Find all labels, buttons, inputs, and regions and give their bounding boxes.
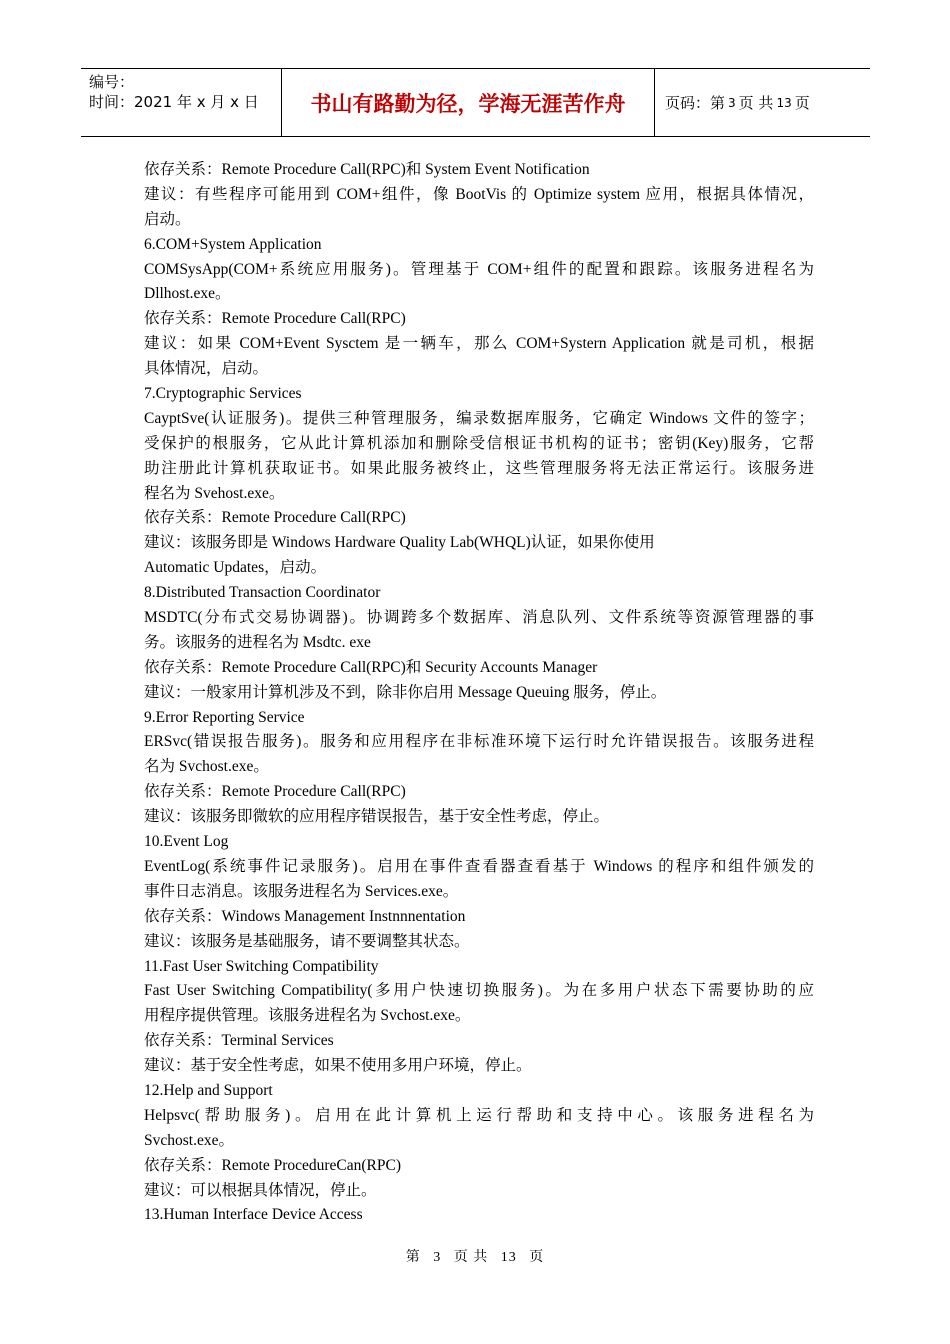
- section-heading: 10.Event Log: [144, 833, 229, 851]
- text-line: 依存关系：Remote Procedure Call(RPC)和 Security Accounts Manager: [144, 658, 598, 676]
- text-line: 建议：如果 COM+Event Sysctem 是一辆车，那么 COM+Systern Application 就是司机，根据: [144, 335, 814, 353]
- footer-suffix: 页: [529, 1250, 545, 1265]
- text-line: 依存关系：Remote ProcedureCan(RPC): [144, 1156, 402, 1174]
- text-line: 建议：一般家用计算机涉及不到，除非你启用 Message Queuing 服务，停止。: [144, 683, 667, 701]
- text-line: 依存关系：Remote Procedure Call(RPC): [144, 783, 406, 801]
- text-line: 依存关系：Windows Management Instnnnentation: [144, 907, 466, 925]
- footer-prefix: 第: [405, 1250, 421, 1265]
- text-line: 建议：该服务即是 Windows Hardware Quality Lab(WHQL)认证，如果你使用: [144, 534, 655, 552]
- text-line: Helpsvc(帮助服务)。启用在此计算机上运行帮助和支持中心。该服务进程名为: [144, 1106, 814, 1124]
- text-line: 建议：基于安全性考虑，如果不使用多用户环境，停止。: [144, 1057, 532, 1075]
- section-heading: 11.Fast User Switching Compatibility: [144, 957, 379, 975]
- text-line: 务。该服务的进程名为 Msdtc. exe: [144, 633, 371, 651]
- header-page-mid: 页 共: [738, 94, 774, 112]
- page-header: [81, 68, 870, 137]
- text-line: Dllhost.exe。: [144, 285, 231, 303]
- header-page-current: 3: [728, 95, 736, 110]
- document-time-label: 时间：2021 年 x 月 x 日: [89, 93, 259, 111]
- section-heading: 12.Help and Support: [144, 1081, 273, 1099]
- text-line: COMSysApp(COM+系统应用服务)。管理基于 COM+组件的配置和跟踪。该服务进程名为: [144, 260, 814, 278]
- text-line: 依存关系：Remote Procedure Call(RPC)和 System Event Notification: [144, 161, 590, 178]
- text-line: 建议：可以根据具体情况，停止。: [144, 1181, 377, 1199]
- text-line: CayptSve(认证服务)。提供三种管理服务，编录数据库服务，它确定 Windows 文件的签字；: [144, 409, 814, 427]
- text-line: ERSvc(错误报告服务)。服务和应用程序在非标准环境下运行时允许错误报告。该服务进程: [144, 733, 814, 751]
- text-line: 受保护的根服务，它从此计算机添加和删除受信根证书机构的证书；密钥(Key)服务，它帮: [144, 434, 814, 452]
- text-line: 用程序提供管理。该服务进程名为 Svchost.exe。: [144, 1007, 471, 1025]
- header-page-total: 13: [776, 95, 792, 110]
- text-line: 事件日志消息。该服务进程名为 Services.exe。: [144, 882, 459, 900]
- header-meta-cell: [81, 69, 282, 136]
- text-line: EventLog(系统事件记录服务)。启用在事件查看器查看基于 Windows 的程序和组件颁发的: [144, 857, 814, 875]
- header-page-indicator: [655, 69, 870, 136]
- footer-mid: 页 共: [453, 1250, 489, 1265]
- header-motto: 书山有路勤为径，学海无涯苦作舟: [282, 69, 655, 136]
- document-number-label: 编号：: [89, 73, 135, 91]
- text-line: 程名为 Svehost.exe。: [144, 484, 285, 502]
- text-line: 建议：该服务即微软的应用程序错误报告，基于安全性考虑，停止。: [144, 808, 610, 826]
- section-heading: 13.Human Interface Device Access: [144, 1206, 363, 1224]
- section-heading: 8.Distributed Transaction Coordinator: [144, 584, 381, 602]
- document-body: [144, 158, 814, 1228]
- text-line: Svchost.exe。: [144, 1131, 234, 1149]
- footer-page-total: 13: [500, 1250, 517, 1265]
- text-line: 依存关系：Terminal Services: [144, 1032, 334, 1050]
- header-page-suffix: 页: [794, 94, 810, 112]
- text-line: 名为 Svchost.exe。: [144, 758, 269, 776]
- section-heading: 6.COM+System Application: [144, 235, 322, 253]
- text-line: 助注册此计算机获取证书。如果此服务被终止，这些管理服务将无法正常运行。该服务进: [144, 459, 814, 477]
- text-line: 启动。: [144, 210, 191, 228]
- text-line: 建议：有些程序可能用到 COM+组件，像 BootVis 的 Optimize system 应用，根据具体情况，: [144, 185, 814, 203]
- header-page-prefix: 页码：第: [665, 94, 726, 112]
- section-heading: 7.Cryptographic Services: [144, 385, 302, 403]
- text-line: 依存关系：Remote Procedure Call(RPC): [144, 310, 406, 328]
- text-line: Automatic Updates，启动。: [144, 559, 327, 577]
- text-line: 依存关系：Remote Procedure Call(RPC): [144, 509, 406, 527]
- text-line: 建议：该服务是基础服务，请不要调整其状态。: [144, 932, 470, 950]
- footer-page-current: 3: [433, 1250, 442, 1265]
- text-line: 具体情况，启动。: [144, 360, 269, 378]
- page-footer: [0, 1246, 950, 1266]
- section-heading: 9.Error Reporting Service: [144, 708, 305, 726]
- text-line: Fast User Switching Compatibility(多用户快速切换服务)。为在多用户状态下需要协助的应: [144, 982, 814, 1000]
- text-line: MSDTC(分布式交易协调器)。协调跨多个数据库、消息队列、文件系统等资源管理器的事: [144, 609, 814, 627]
